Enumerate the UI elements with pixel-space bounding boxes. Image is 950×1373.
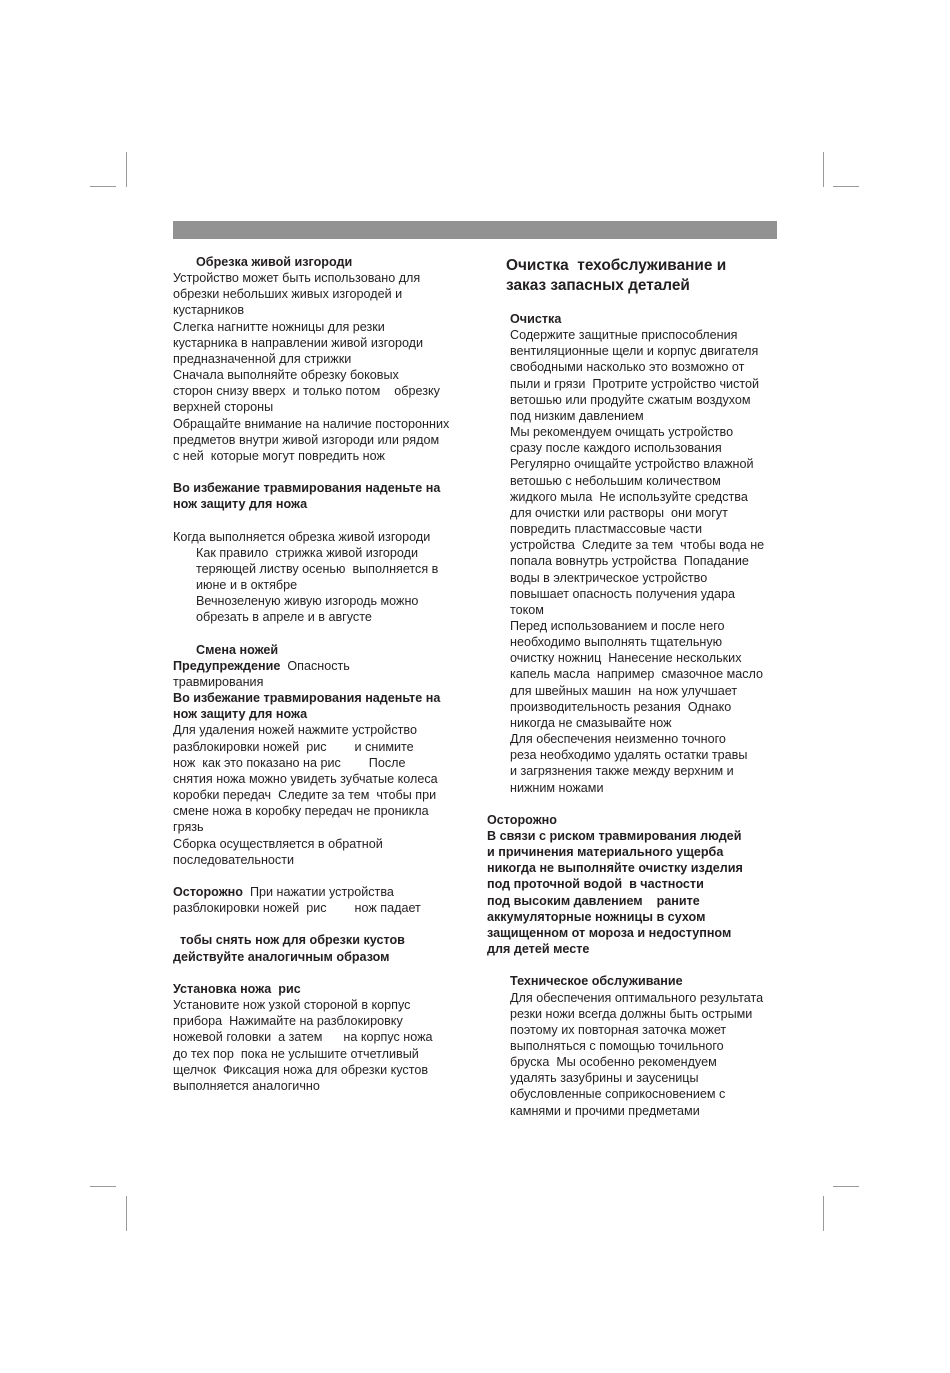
crop-mark-top-right-v bbox=[823, 152, 824, 187]
crop-mark-bottom-right-h bbox=[833, 1186, 859, 1187]
blade-change-title: Смена ножей bbox=[196, 642, 279, 657]
section-title: Очистка техобслуживание и заказ запасных деталей bbox=[506, 257, 727, 294]
install-paragraph: Установите нож узкой стороной в корпус прибора Нажимайте на разблокировку ножевой головки а затем на корпус ножа до тех пор пока не услышите отчетливый щелчок Фиксация ножа для обрезки кустов выполняется аналогично bbox=[173, 998, 433, 1093]
cleaning-paragraph-3: Регулярно очищайте устройство влажной ветошью с небольшим количеством жидкого мыла Не используйте средства для очистки или растворы они могут повредить пластмассовые части устройства Следите за тем чтобы вода не попала вовнутрь устройства Попадание воды в электрическое устройство повышает опасность получения удара током bbox=[510, 457, 765, 617]
hedge-paragraph-2: Слегка нагнитте ножницы для резки кустарника в направлении живой изгороди предназначенной для стрижки bbox=[173, 319, 424, 366]
when-list: Как правило стрижка живой изгороди теряющей листву осенью выполняется в июне и в октябре Вечнозеленую живую изгородь можно обрезать в апреле и в августе bbox=[196, 545, 439, 625]
hedge-paragraph-1: Устройство может быть использовано для обрезки небольших живых изгородей и кустарников bbox=[173, 271, 421, 318]
maintenance-paragraph: Для обеспечения оптимального результата резки ножи всегда должны быть острыми поэтому их повторная заточка может выполняться с помощью точильного бруска Мы особенно рекомендуем удалять зазубрины и заусеницы обусловленные соприкосновением с камнями и прочими предметами bbox=[510, 990, 764, 1118]
caution-paragraph: В связи с риском травмирования людей и причинения материального ущерба никогда не выполняйте очистку изделия под проточной водой в частности под высоким давлением раните аккумуляторные ножницы в сухом защищенном от мороза и недоступном для детей месте bbox=[487, 828, 743, 957]
when-title: Когда выполняется обрезка живой изгороди bbox=[173, 529, 431, 544]
hedge-title: Обрезка живой изгороди bbox=[196, 255, 353, 269]
left-column: Обрезка живой изгороди Устройство может быть использовано для обрезки небольших живых изгородей и кустарников Слегка нагнитте ножницы для резки кустарника в направлении живой изгороди предназначенной для стрижки Сначала выполняйте обрезку боковых сторон снизу вверх и только потом обрезку верхней стороны Обращайте внимание на наличие посторонних предметов внутри живой изгороди или рядом с ней которые могут повредить нож Во избежание травмирования наденьте на нож защиту для ножа Когда выполняется обрезка живой изгороди Как правило стрижка живой изгороди теряющей листву осенью выполняется в июне и в октябре Вечнозеленую живую изгородь можно обрезать в апреле и в августе Смена ножей Предупреждение Опасность травмирования Во избежание травмирования наденьте на нож защиту для ножа Для удаления ножей нажмите устройство разблокировки ножей рис и снимите нож как это показано на рис После снятия ножа можно увидеть зубчатые колеса коробки передач Следите за тем чтобы при смене ножа в коробку передач не проникла грязь Сборка осуществляется в обратной последовательности Осторожно При нажатии устройства разблокировки ножей рис нож падает тобы снять нож для обрезки кустов действуйте аналогичным образом Установка ножа рис Установите нож узкой стороной в корпус прибора Нажимайте на разблокировку ножевой головки а затем на корпус ножа до тех пор пока не услышите отчетливый щелчок Фиксация ножа для обрезки кустов выполняется аналогично bbox=[173, 254, 473, 1094]
hedge-paragraph-3: Сначала выполняйте обрезку боковых сторон снизу вверх и только потом обрезку верхней стороны bbox=[173, 368, 440, 415]
cleaning-paragraph-4: Перед использованием и после него необходимо выполнять тщательную очистку ножниц Нанесение нескольких капель масла например смазочное масло для швейных машин на нож улучшает производительность резания Однако никогда не смазывайте нож bbox=[510, 618, 764, 730]
crop-mark-bottom-right-v bbox=[823, 1196, 824, 1231]
blade-change-warning: Предупреждение Опасность bbox=[173, 658, 350, 673]
install-title: Установка ножа рис bbox=[173, 981, 301, 996]
cleaning-paragraph-1: Содержите защитные приспособления вентиляционные щели и корпус двигателя свободными насколько это возможно от пыли и грязи Протрите устройство чистой ветошью или продуйте сжатым воздухом под низким давлением bbox=[510, 328, 760, 423]
bush-blade-note: тобы снять нож для обрезки кустов действуйте аналогичным образом bbox=[173, 933, 405, 964]
right-column bbox=[487, 256, 787, 1119]
crop-mark-top-left-v bbox=[126, 152, 127, 187]
cleaning-title: Очистка bbox=[510, 312, 562, 326]
crop-mark-top-right-h bbox=[833, 186, 859, 187]
maintenance-title: Техническое обслуживание bbox=[510, 974, 683, 989]
hedge-paragraph-4: Обращайте внимание на наличие посторонних предметов внутри живой изгороди или рядом с ней которые могут повредить нож bbox=[173, 416, 450, 463]
caution-title: Осторожно bbox=[487, 812, 557, 827]
blade-change-paragraph-2: Сборка осуществляется в обратной последовательности bbox=[173, 836, 383, 867]
crop-mark-bottom-left-h bbox=[90, 1186, 116, 1187]
crop-mark-bottom-left-v bbox=[126, 1196, 127, 1231]
blade-guard-warning-1: Во избежание травмирования наденьте на нож защиту для ножа bbox=[173, 481, 441, 512]
cleaning-paragraph-2: Мы рекомендуем очищать устройство сразу после каждого использования bbox=[510, 425, 734, 456]
crop-mark-top-left-h bbox=[90, 186, 116, 187]
blade-guard-warning-2: Во избежание травмирования наденьте на нож защиту для ножа bbox=[173, 691, 441, 722]
blade-change-paragraph-1: Для удаления ножей нажмите устройство разблокировки ножей рис и снимите нож как это показано на рис После снятия ножа можно увидеть зубчатые колеса коробки передач Следите за тем чтобы при смене ножа в коробку передач не проникла грязь bbox=[173, 723, 438, 835]
cleaning-paragraph-5: Для обеспечения неизменно точного реза необходимо удалять остатки травы и загрязнения также между верхним и нижним ножами bbox=[510, 732, 748, 795]
caution-note: Осторожно При нажатии устройства bbox=[173, 885, 394, 900]
header-bar bbox=[173, 221, 777, 239]
